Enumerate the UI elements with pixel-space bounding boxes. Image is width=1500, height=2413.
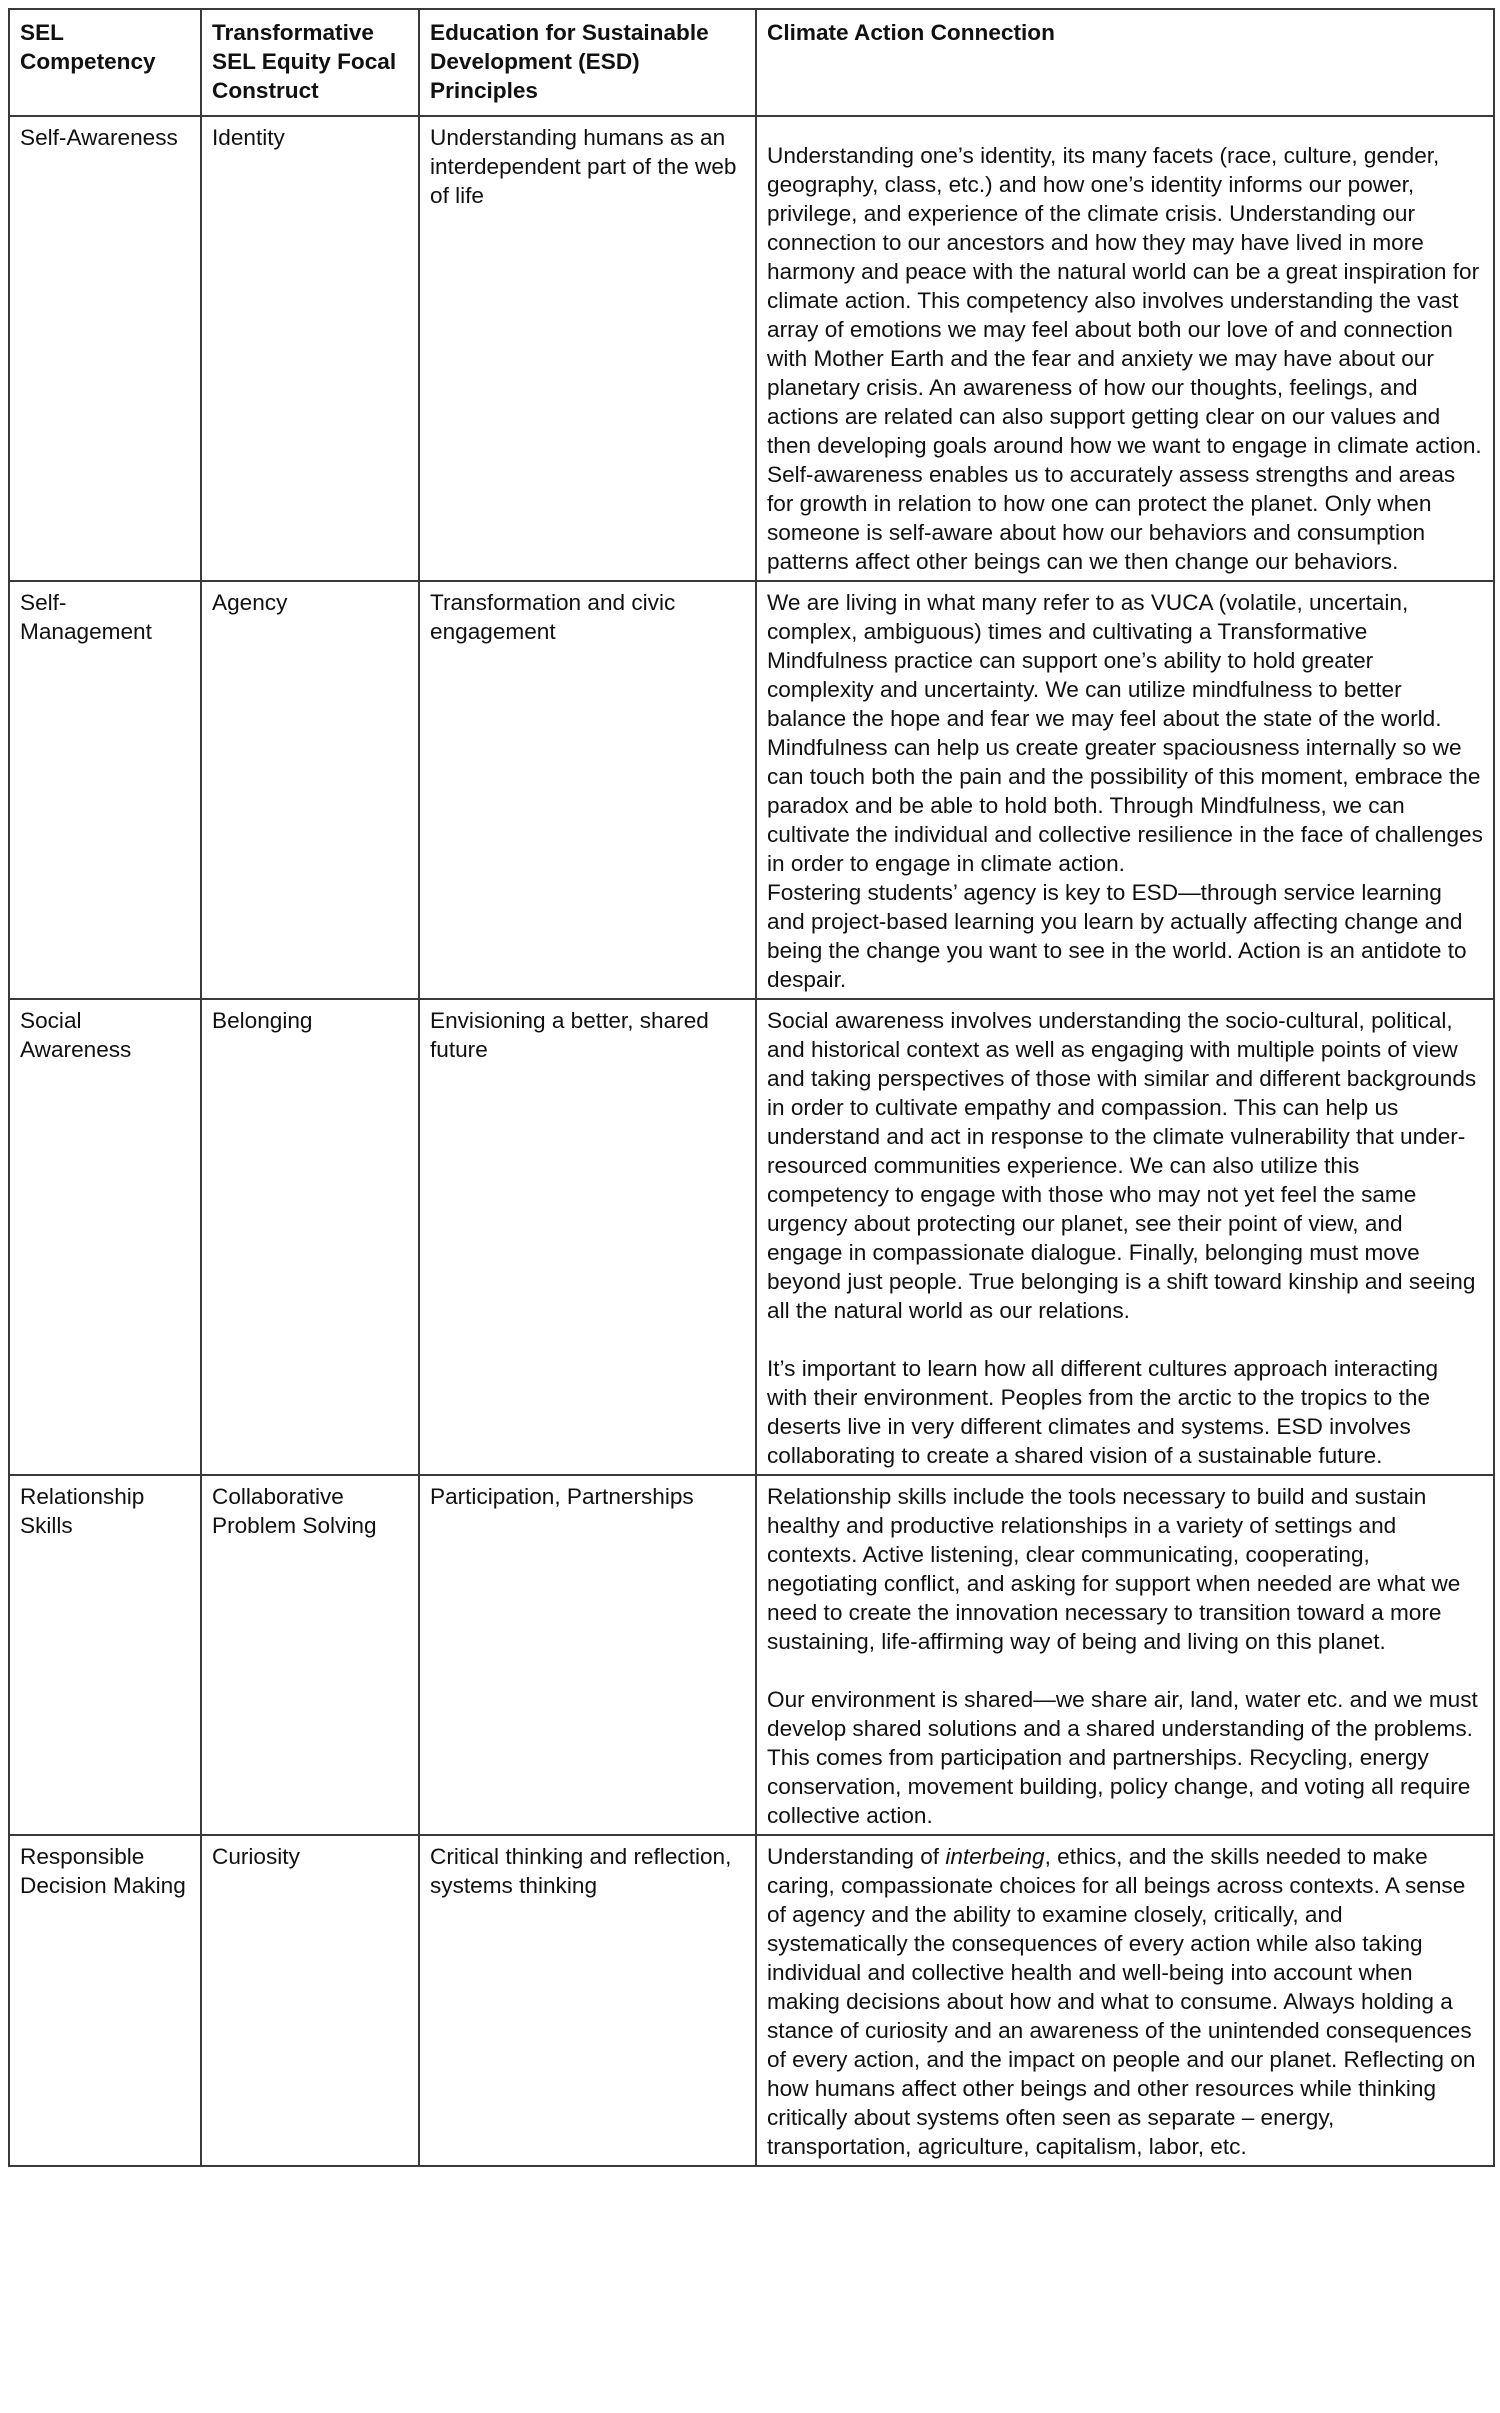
climate-text-interbeing: interbeing [945,1844,1045,1869]
cell-competency: Responsible Decision Making [9,1835,201,2166]
cell-climate-action [756,116,1494,581]
cell-focal-construct: Agency [201,581,419,999]
cell-climate-action [756,999,1494,1475]
table-row-relationship-skills [9,1475,1494,1835]
cell-esd-principle: Understanding humans as an interdependent part of the web of life [419,116,756,581]
cell-focal-construct: Curiosity [201,1835,419,2166]
header-climate-action: Climate Action Connection [756,9,1494,116]
cell-competency: Self-Management [9,581,201,999]
climate-paragraph: Understanding one’s identity, its many facets (race, culture, gender, geography, class, etc.) and how one’s identity informs our power, privilege, and experience of the climate crisis. Understanding our connection to our ancestors and how they may have lived in more harmony and peace with the natural world can be a great inspiration for climate action. This competency also involves understanding the vast array of emotions we may feel about both our love of and connection with Mother Earth and the fear and anxiety we may have about our planetary crisis. An awareness of how our thoughts, feelings, and actions are related can also support getting clear on our values and then developing goals around how we want to engage in climate action. Self-awareness enables us to accurately assess strengths and areas for growth in relation to how one can protect the planet. Only when someone is self-aware about how our behaviors and consumption patterns affect other beings can we then change our behaviors. [767,143,1482,574]
header-sel-competency: SEL Competency [9,9,201,116]
climate-paragraph: Fostering students’ agency is key to ESD—through service learning and project-based learning you learn by actually affecting change and being the change you want to see in the world. Action is an antidote to despair. [767,880,1467,992]
climate-paragraph: It’s important to learn how all different cultures approach interacting with their environment. Peoples from the arctic to the tropics to the deserts live in very different climates and systems. ESD involves collaborating to create a shared vision of a sustainable future. [767,1356,1439,1468]
cell-focal-construct: Identity [201,116,419,581]
sel-climate-table [8,8,1495,2167]
cell-esd-principle: Critical thinking and reflection, systems thinking [419,1835,756,2166]
cell-climate-action [756,581,1494,999]
table-row-self-management [9,581,1494,999]
climate-paragraph: We are living in what many refer to as VUCA (volatile, uncertain, complex, ambiguous) times and cultivating a Transformative Mindfulness practice can support one’s ability to hold greater complexity and uncertainty. We can utilize mindfulness to better balance the hope and fear we may feel about the state of the world. Mindfulness can help us create greater spaciousness internally so we can touch both the pain and the possibility of this moment, embrace the paradox and be able to hold both. Through Mindfulness, we can cultivate the individual and collective resilience in the face of challenges in order to engage in climate action. [767,590,1483,876]
cell-competency: Self-Awareness [9,116,201,581]
cell-esd-principle: Participation, Partnerships [419,1475,756,1835]
cell-climate-action [756,1475,1494,1835]
climate-paragraph: Our environment is shared—we share air, land, water etc. and we must develop shared solutions and a shared understanding of the problems. This comes from participation and partnerships. Recycling, energy conservation, movement building, policy change, and voting all require collective action. [767,1687,1478,1828]
climate-paragraph: Social awareness involves understanding the socio-cultural, political, and historical context as well as engaging with multiple points of view and taking perspectives of those with similar and different backgrounds in order to cultivate empathy and compassion. This can help us understand and act in response to the climate vulnerability that under-resourced communities experience. We can also utilize this competency to engage with those who may not yet feel the same urgency about protecting our planet, see their point of view, and engage in compassionate dialogue. Finally, belonging must move beyond just people. True belonging is a shift toward kinship and seeing all the natural world as our relations. [767,1008,1477,1323]
header-esd-principles: Education for Sustainable Development (ESD) Principles [419,9,756,116]
climate-text-lead: Understanding of [767,1844,946,1869]
climate-paragraph: Relationship skills include the tools necessary to build and sustain healthy and productive relationships in a variety of settings and contexts. Active listening, clear communicating, cooperating, negotiating conflict, and asking for support when needed are what we need to create the innovation necessary to transition toward a more sustaining, life-affirming way of being and living on this planet. [767,1484,1461,1654]
climate-text-rest: , ethics, and the skills needed to make caring, compassionate choices for all beings across contexts. A sense of agency and the ability to examine closely, critically, and systematically the consequences of every action while also taking individual and collective health and well-being into account when making decisions about how and what to consume. Always holding a stance of curiosity and an awareness of the unintended consequences of every action, and the impact on people and our planet. Reflecting on how humans affect other beings and other resources while thinking critically about systems often seen as separate – energy, transportation, agriculture, capitalism, labor, etc. [767,1844,1476,2159]
table-row-responsible-decision-making [9,1835,1494,2166]
header-row [9,9,1494,116]
table-row-social-awareness [9,999,1494,1475]
cell-climate-action [756,1835,1494,2166]
cell-competency: Social Awareness [9,999,201,1475]
cell-focal-construct: Belonging [201,999,419,1475]
header-focal-construct: Transformative SEL Equity Focal Construct [201,9,419,116]
cell-competency: Relationship Skills [9,1475,201,1835]
climate-paragraph [767,1842,1483,2161]
table-row-self-awareness [9,116,1494,581]
cell-esd-principle: Transformation and civic engagement [419,581,756,999]
cell-esd-principle: Envisioning a better, shared future [419,999,756,1475]
cell-focal-construct: Collaborative Problem Solving [201,1475,419,1835]
